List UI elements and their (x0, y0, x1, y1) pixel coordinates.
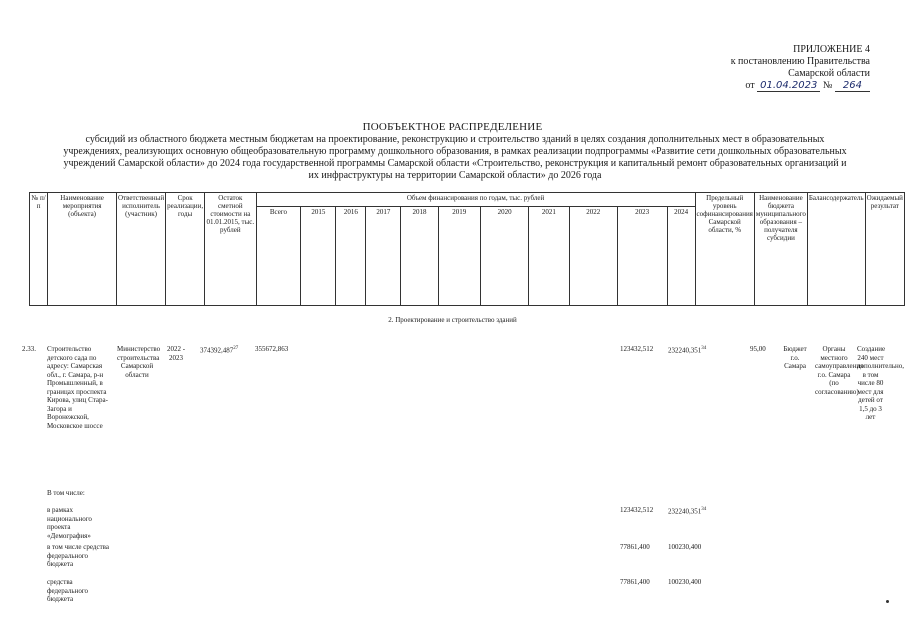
header-total: Всего (256, 207, 301, 306)
row-2023 (668, 345, 706, 355)
header-funding: Объем финансирования по годам, тыс. рублей (256, 193, 695, 207)
row-object-name: Строительство детского сада по адресу: Самарская обл., г. Самара, р-н Промышленный, в границах проспекта Кирова, улиц Стара-Загора и Воронежской, Московское шоссе (47, 345, 108, 430)
row-2022: 123432,512 (620, 345, 654, 353)
subrow-label: в том числе средства федерального бюджета (47, 543, 109, 568)
header-holder: Балансодержатель (807, 193, 865, 306)
row-balance-value: 374392,487 (200, 346, 234, 355)
subrow-label: В том числе: (47, 489, 85, 497)
row-number: 2.33. (22, 345, 36, 353)
header-table (29, 192, 905, 306)
header-year: 2018 (401, 207, 438, 306)
subrow-2022: 77861,400 (620, 578, 650, 586)
row-holder: Органы местного самоуправления г.о. Самара (по согласованию) (815, 345, 864, 396)
appendix-line3: Самарской области (788, 68, 870, 79)
row-balance-note: 27 (233, 346, 239, 351)
appendix-title: ПРИЛОЖЕНИЕ 4 (793, 44, 870, 55)
row-2023-value: 232240,351 (668, 346, 702, 355)
row-cofin: 95,00 (750, 345, 766, 353)
subrow-label: в рамках национального проекта «Демография» (47, 506, 92, 540)
header-year: 2015 (301, 207, 336, 306)
header-year: 2022 (569, 207, 617, 306)
subrow-2022: 77861,400 (620, 543, 650, 551)
header-year: 2019 (438, 207, 481, 306)
header-year: 2016 (336, 207, 366, 306)
subrow-2023: 100230,400 (668, 543, 702, 551)
header-year: 2023 (617, 207, 667, 306)
section-heading: 2. Проектирование и строительство зданий (388, 316, 517, 324)
header-cofin: Предельный уровень софинансирования Самарской области, % (695, 193, 754, 306)
appendix-block (720, 44, 870, 92)
header-term: Срок реализации, годы (166, 193, 205, 306)
handwritten-number: 264 (835, 80, 870, 92)
header-year: 2024 (667, 207, 695, 306)
header-balance: Остаток сметной стоимости на 01.01.2015, тыс. рублей (205, 193, 257, 306)
date-prefix: от (745, 80, 755, 91)
header-year: 2017 (366, 207, 401, 306)
handwritten-date: 01.04.2023 (757, 80, 820, 92)
subrow-2022: 123432,512 (620, 506, 654, 514)
row-balance (200, 345, 238, 355)
subrow-2023 (668, 506, 706, 516)
document-subtitle: субсидий из областного бюджета местным бюджетам на проектирование, реконструкцию и строительство зданий в целях создания дополнительных мест в образовательных учреждениях, реализующих основную общеобразовательную программу дошкольного образования, в рамках реализации подпрограммы «Развитие сети дошкольных образовательных учреждений Самарской области» до 2024 года государственной программы Самарской области «Строительство, реконструкция и капитальный ремонт образовательных организаций и их инфраструктуры на территории Самарской области» до 2026 года (63, 134, 847, 181)
header-name: Наименование мероприятия (объекта) (48, 193, 117, 306)
header-executor: Ответственный исполнитель (участник) (117, 193, 166, 306)
row-executor: Министерство строительства Самарской области (117, 345, 161, 379)
row-budget: Бюджет г.о. Самара (783, 345, 807, 370)
appendix-line2: к постановлению Правительства (730, 56, 870, 67)
header-result: Ожидаемый результат (865, 193, 904, 306)
scan-mark (886, 600, 889, 603)
subrow-label: средства федерального бюджета (47, 578, 89, 603)
header-num: № п/п (30, 193, 48, 306)
appendix-date-line (720, 80, 870, 92)
header-year: 2020 (481, 207, 529, 306)
row-term: 2022 - 2023 (166, 345, 186, 362)
document-title: ПООБЪЕКТНОЕ РАСПРЕДЕЛЕНИЕ (362, 121, 543, 133)
subrow-2023: 100230,400 (668, 578, 702, 586)
number-label: № (822, 80, 833, 91)
row-2023-note: 34 (701, 346, 707, 351)
row-total: 355672,863 (255, 345, 289, 353)
row-result: Создание 240 мест дополнительно, в том числе 80 мест для детей от 1,5 до 3 лет (857, 345, 905, 421)
subrow-2023-note: 34 (701, 507, 707, 512)
subrow-2023-value: 232240,351 (668, 507, 702, 516)
header-year: 2021 (529, 207, 570, 306)
header-budget: Наименование бюджета муниципального образования – получателя субсидии (754, 193, 807, 306)
